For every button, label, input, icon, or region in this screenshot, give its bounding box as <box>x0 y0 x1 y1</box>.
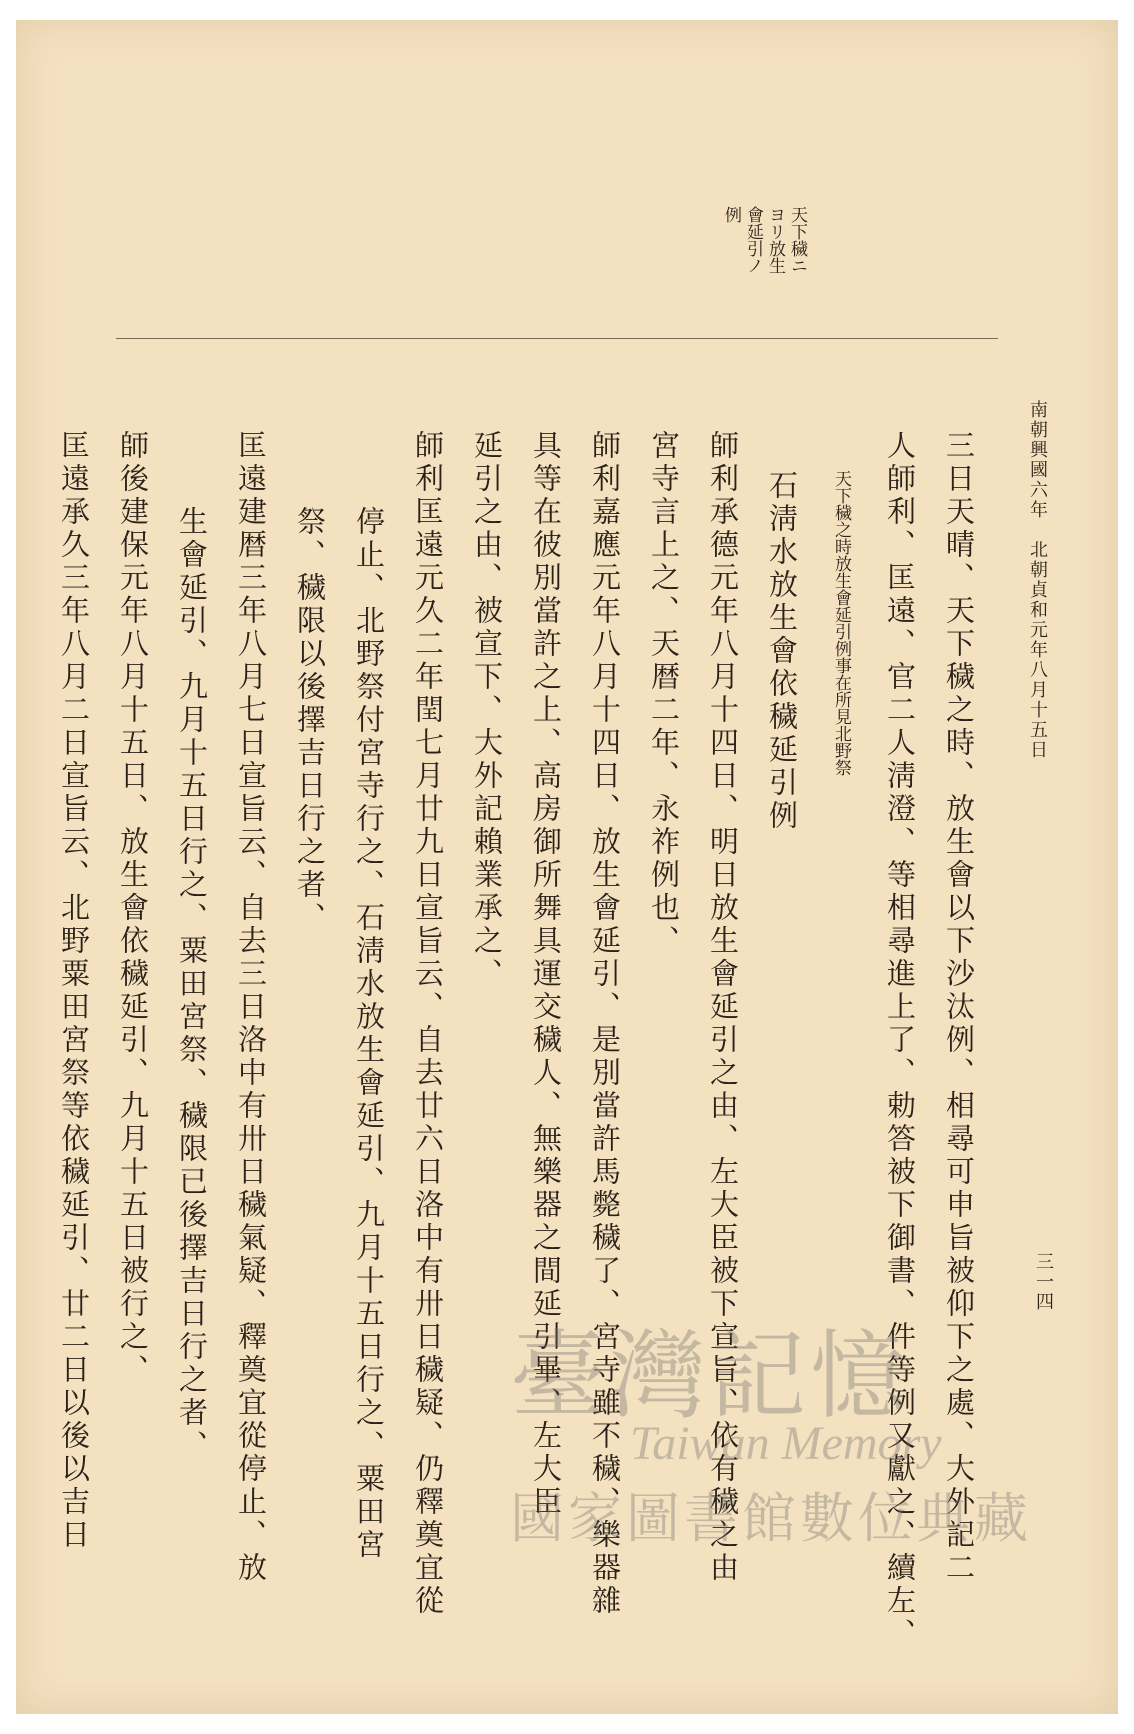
margin-note-line: ヨリ放生 <box>765 206 785 274</box>
watermark-subtitle: 國家圖書館數位典藏 <box>510 1487 1032 1550</box>
body-line: 匡遠建暦三年八月七日宣旨云、自去三日洛中有卅日穢氣疑、釋奠宜從停止、放 <box>234 430 268 1585</box>
body-line: 延引之由、被宣下、大外記賴業承之、 <box>470 430 504 991</box>
body-line: 停止、北野祭付宮寺行之、石淸水放生會延引、九月十五日行之、粟田宮 <box>352 506 386 1562</box>
horizontal-rule <box>116 338 998 339</box>
body-line-heading: 天下穢之時放生會延引例事在所見北野祭 <box>831 470 851 776</box>
body-line: 三日天晴、天下穢之時、放生會以下沙汰例、相尋可申旨被仰下之處、大外記二 <box>942 430 976 1585</box>
margin-note-line: 天下穢ニ <box>787 206 807 274</box>
page-header: 南朝興國六年 北朝貞和元年八月十五日 <box>1027 400 1048 760</box>
body-line: 生會延引、九月十五日行之、粟田宮祭、穢限已後擇吉日行之者、 <box>175 506 209 1463</box>
body-line: 師利嘉應元年八月十四日、放生會延引、是別當許馬斃穢了、宮寺雖不穢、樂器雜 <box>588 430 622 1618</box>
watermark-latin: Taiwan Memory <box>630 1417 942 1470</box>
margin-note-line: 例 <box>721 206 741 223</box>
body-line: 師利承德元年八月十四日、明日放生會延引之由、左大臣被下宣旨、依有穢之由 <box>706 430 740 1585</box>
body-line: 宮寺言上之、天暦二年、永祚例也、 <box>647 430 681 958</box>
document-page <box>16 20 1118 1714</box>
body-line: 匡遠承久三年八月二日宣旨云、北野粟田宮祭等依穢延引、廿二日以後以吉日 <box>57 430 91 1552</box>
body-line-heading: 石淸水放生會依穢延引例 <box>765 470 799 833</box>
body-line: 具等在彼別當許之上、高房御所舞具運交穢人、無樂器之間延引畢、左大臣 <box>529 430 563 1519</box>
document-body <box>44 430 988 1651</box>
body-line: 人師利、匡遠、官二人淸澄、等相尋進上了、勅答被下御書、件等例又獻之、續左、 <box>883 430 917 1651</box>
body-line: 師利匡遠元久二年閏七月廿九日宣旨云、自去廿六日洛中有卅日穢疑、仍釋奠宜從 <box>411 430 445 1618</box>
body-line: 祭、穢限以後擇吉日行之者、 <box>293 506 327 935</box>
page-number: 三一四 <box>1033 1252 1054 1312</box>
margin-note-line: 會延引ノ <box>743 206 763 274</box>
body-line: 師後建保元年八月十五日、放生會依穢延引、九月十五日被行之、 <box>116 430 150 1387</box>
watermark-calligraphy: 臺灣記憶 <box>510 1320 910 1432</box>
